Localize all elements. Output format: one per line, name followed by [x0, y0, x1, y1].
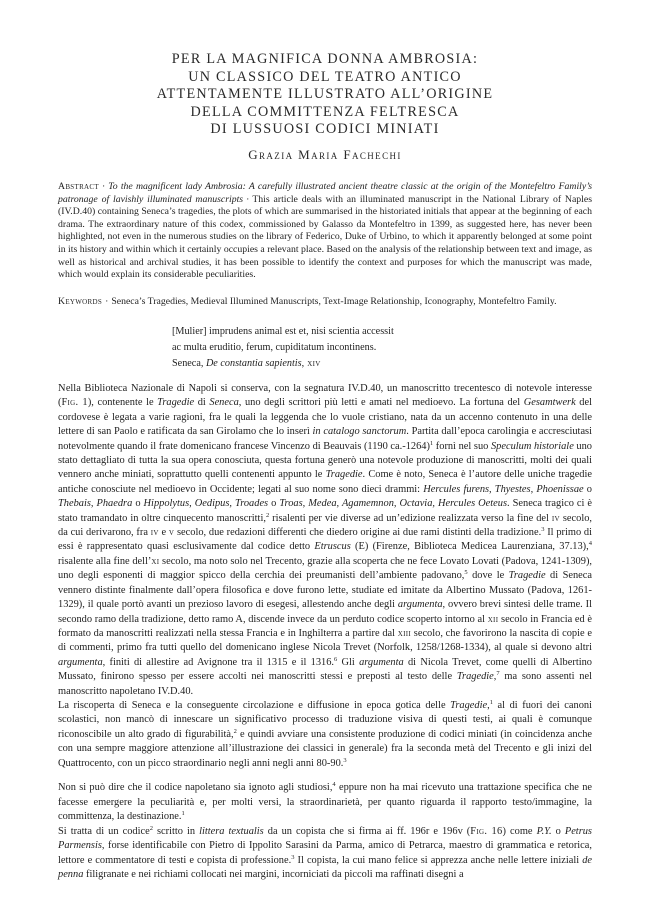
text: Il copista, la cui mano felice si apprezza anche nelle lettere iniziali [294, 854, 583, 866]
text-italic: Tragedie [450, 699, 488, 711]
keywords-label: Keywords [58, 296, 103, 307]
text: e [158, 527, 169, 539]
epigraph-ref: , xiv [301, 358, 321, 369]
text: secolo, ma noto solo nel Trecento, grazie alla scoperta che ne fece Lovato Lovati (Padova, 1241-1309), uno degli esponenti di maggior spicco della cerchia dei preumanisti dell’ambiente padovano, [58, 555, 592, 582]
text-italic: de penna [58, 854, 593, 880]
text: al di fuori dei canoni scolastici, non mancò di innescare un significativo processo di traduzione visiva di questi testi, ai quali è comunque riconoscibile un alto grado di figurabilità, [58, 699, 592, 740]
figure-reference[interactable]: Fig. 1 [61, 397, 88, 409]
text: da un copista che si firma ai ff. 196r e 196v ( [263, 825, 471, 837]
text: uno stato dettagliato di tutta la sua opera conosciuta, questa fortuna generò una notevole produzione di manoscritti, molti dei quali vennero anche miniati, soprattutto quelli contenenti appunto le [58, 440, 593, 481]
text-italic: Seneca [209, 397, 239, 409]
epigraph [172, 324, 592, 372]
century-numeral: xi [151, 555, 160, 567]
text: secolo, due redazioni differenti che diedero origine ai due rami distinti della tradizione. [174, 527, 542, 539]
footnote-marker[interactable]: 1 [429, 439, 434, 447]
article-title [60, 51, 590, 139]
figure-reference[interactable]: Fig. 16 [470, 825, 503, 837]
body-text [58, 382, 592, 882]
text-italic: P.Y. [536, 825, 552, 837]
text-italic: Tragedie [456, 671, 494, 683]
footnote-marker[interactable]: 2 [265, 511, 270, 519]
text: , forse identificabile con Pietro di Ippolito Sarasini da Parma, amico di Petrarca, maestro di grammatica e retorica, lettore e commentatore di testi e copista di professione. [58, 840, 592, 866]
text-italic: Hippolytus, Oedipus, Troades [143, 498, 269, 510]
text: di Nicola Trevet, come quelli di Albertino Mussato, finirono spesso per essere accolti nei manoscritti stessi e preposti al testo delle [58, 656, 592, 683]
paragraph [58, 781, 592, 824]
footnote-marker[interactable]: 3 [291, 853, 295, 861]
footnote-marker[interactable]: 7 [496, 670, 500, 678]
abstract-text: This article deals with an illuminated manuscript in the National Library of Naples (IV.D.40) containing Seneca’s tragedies, the plots of which are summarised in the historiated initials that appear at the beginning of each drama. The extraordinary nature of this codex, commissioned by Galasso da Montefeltro in 1399, as suggested here, has never been highlighted, not even in the numerous studies on the library of Federico, Duke of Urbino, to which it apparently belonged at some point in its history and within which it certainly occupies a relevant place. Based on the analysis of the relationship between text and image, as well as historical and archival studies, it has been possible to identify the context and purposes for which the manuscript was made, which would explain its considerable peculiarities. [58, 193, 592, 281]
text-italic: argumenta [397, 599, 443, 611]
abstract-label: Abstract [58, 181, 99, 192]
footnote-marker[interactable]: 1 [489, 698, 493, 706]
text: Gli [337, 656, 360, 668]
century-numeral: iv [150, 527, 159, 539]
text: risalenti per vie diverse ad un’edizione realizzata verso la fine del [269, 512, 552, 524]
footnote-marker[interactable]: 2 [149, 824, 153, 832]
title-line: DI LUSSUOSI CODICI MINIATI [210, 121, 440, 138]
text: , [487, 699, 490, 711]
text-italic: Etruscus [314, 541, 351, 553]
text: fornì nel suo [433, 440, 491, 452]
text: , [493, 671, 497, 683]
text: risalente alla fine dell’ [58, 555, 152, 567]
text: , ovvero brevi sintesi delle trame. Il secondo ramo della tradizione, detto ramo A, discende invece da un perduto codice scoperto intorno al [58, 599, 593, 625]
text: del cordovese è legata a varie ragioni, fra le quali la leggenda che lo vuole cristiano, nata da un accenno contenuto in una delle lettere di san Paolo e ratificata da san Girolamo che lo inserì [58, 397, 593, 438]
footnote-marker[interactable]: 3 [541, 526, 545, 534]
footnote-marker[interactable]: 3 [343, 756, 347, 764]
text: secolo, che favorirono la nascita di copie e di commenti, primo fra tutti quello del domenicano inglese Nicola Trevet (Norfolk, 1258/1268-1334), al quale si devono altri [58, 627, 592, 654]
separator: · [101, 181, 106, 192]
title-line: UN CLASSICO DEL TEATRO ANTICO [188, 68, 462, 85]
text-italic: Petrus Parmensis [58, 825, 592, 852]
separator: · [105, 296, 109, 307]
epigraph-work: De constantia sapientis [205, 358, 302, 369]
paragraph [58, 699, 592, 771]
abstract [58, 181, 592, 282]
text: di Seneca vennero distinte finalmente dall’opera filosofica e dove furono lette, studiate ed imitate da Albertino Mussato (Padova, 1261-1329), il quale portò avanti un prezioso lavoro di esegesi, allestendo anche degli [58, 570, 592, 611]
text-italic: Speculum historiale [490, 440, 574, 452]
text: Si tratta di un codice [58, 825, 150, 837]
footnote-marker[interactable]: 5 [464, 569, 468, 577]
text: Il primo di essi è rappresentato quasi esclusivamente dal codice detto [58, 527, 593, 553]
text: o [268, 498, 280, 510]
title-line: PER LA MAGNIFICA DONNA AMBROSIA: [171, 51, 479, 67]
keywords-text: Seneca’s Tragedies, Medieval Illumined Manuscripts, Text-Image Relationship, Iconography, Montefeltro Family. [111, 296, 557, 307]
text: eppure non ha mai ricevuto una trattazione specifica che ne facesse emergere la peculiarità e, per molti versi, la straordinarietà, per quanto riguarda il rapporto testo/immagine, la committenza, la destinazione. [58, 782, 592, 823]
text: , finiti di allestire ad Avignone tra il 1315 e il 1316. [102, 656, 335, 668]
paragraph [58, 825, 592, 883]
text: filigranate e nei richiami collocati nei margini, incorniciati da piccoli ma raffinati disegni a [83, 868, 464, 880]
text-italic: Troas, Medea, Agamemnon, Octavia, Hercules Oeteus [279, 498, 507, 510]
text: ella Biblioteca Nazionale di Napoli si conserva, con la segnatura IV.D.40, un manoscritto trecentesco di notevole interesse ( [58, 383, 592, 409]
text-italic: Thebais, Phaedra [58, 498, 133, 510]
text: . Partita dall’epoca carolingia e accresciutasi notevolmente quando il frate domenicano francese Vincenzo di Beauvais (1190 ca.-1264) [58, 426, 592, 452]
century-numeral: iv [551, 512, 560, 524]
text-italic: Tragedie [508, 570, 546, 582]
keywords [58, 296, 598, 309]
epigraph-line: ac multa eruditio, ferum, cupiditatum incontinens. [172, 342, 377, 353]
text: . Come è noto, Seneca è l’autore delle uniche tragedie antiche conosciute nel medioevo in Occidente; legati al suo nome sono dieci drammi: [58, 469, 592, 495]
text: ), contenente le [87, 397, 158, 409]
text: (E) (Firenze, Biblioteca Medicea Laurenziana, 37.13), [350, 541, 589, 553]
century-numeral: xii [487, 613, 499, 625]
author-name: Grazia Maria Fachechi [248, 147, 402, 162]
title-line: ATTENTAMENTE ILLUSTRATO ALL’ORIGINE [156, 86, 494, 103]
century-numeral: v [168, 527, 175, 539]
drop-word: N [58, 383, 66, 394]
footnote-marker[interactable]: 6 [334, 655, 338, 663]
text: e quindi avviare una consistente produzione di codici miniati (in coincidenza anche con una sempre maggiore attenzione all’illustrazione dei classici in generale) fra la seconda metà del Trecento e gli inizi del Quattrocento, con un picco straordinario negli anni negli anni 80-90. [58, 728, 592, 769]
footnote-marker[interactable]: 1 [181, 810, 185, 818]
text: Non si può dire che il codice napoletano sia ignoto agli studiosi, [58, 782, 333, 794]
text: o [551, 825, 565, 837]
separator: · [246, 193, 250, 205]
text: ma sono assenti nel manoscritto napoletano IV.D.40. [58, 671, 592, 697]
text: . Seneca tragico ci è stato tramandato in oltre cinquecento manoscritti, [58, 498, 593, 524]
epigraph-source [172, 356, 592, 372]
title-line: DELLA COMMITTENZA FELTRESCA [190, 103, 460, 120]
text-italic: argumenta [58, 656, 103, 668]
century-numeral: xiii [397, 627, 412, 639]
epigraph-author: Seneca, [172, 358, 206, 369]
text: scritto in [152, 825, 200, 837]
text-italic: Hercules furens, Thyestes, Phoenissae [423, 483, 584, 495]
text: secolo, da cui derivarono, fra [58, 512, 592, 539]
epigraph-line: [Mulier] imprudens animal est et, nisi scientia accessit [172, 326, 394, 337]
text: o [132, 498, 144, 510]
text: , uno degli scrittori più letti e amati nel medioevo. La fortuna del [238, 397, 524, 409]
footnote-marker[interactable]: 2 [233, 727, 237, 735]
text-italic: Gesamtwerk [523, 397, 576, 409]
footnote-marker[interactable]: 4 [588, 540, 592, 548]
paragraph [58, 382, 592, 699]
text: La riscoperta di Seneca e la conseguente circolazione e diffusione in epoca gotica delle [58, 699, 451, 711]
text: secolo in Francia ed è formato da manoscritti realizzati nella stessa Francia e in Inghilterra a partire dal [58, 613, 592, 639]
abstract-english-title: To the magnificent lady Ambrosia: A carefully illustrated ancient theatre classic at the origin of the Montefeltro Family’s patronage of lavishly illuminated manuscripts [58, 181, 592, 205]
text: ) come [502, 825, 537, 837]
footnote-marker[interactable]: 4 [332, 781, 336, 789]
text: dove le [467, 570, 509, 582]
text-italic: Tragedie [157, 397, 195, 409]
text: o [583, 483, 592, 495]
text-italic: in catalogo sanctorum [312, 426, 407, 438]
text-italic: littera textualis [199, 825, 264, 837]
text: di [194, 397, 210, 409]
text-italic: Tragedie [325, 469, 363, 481]
text-italic: argumenta [359, 656, 404, 668]
